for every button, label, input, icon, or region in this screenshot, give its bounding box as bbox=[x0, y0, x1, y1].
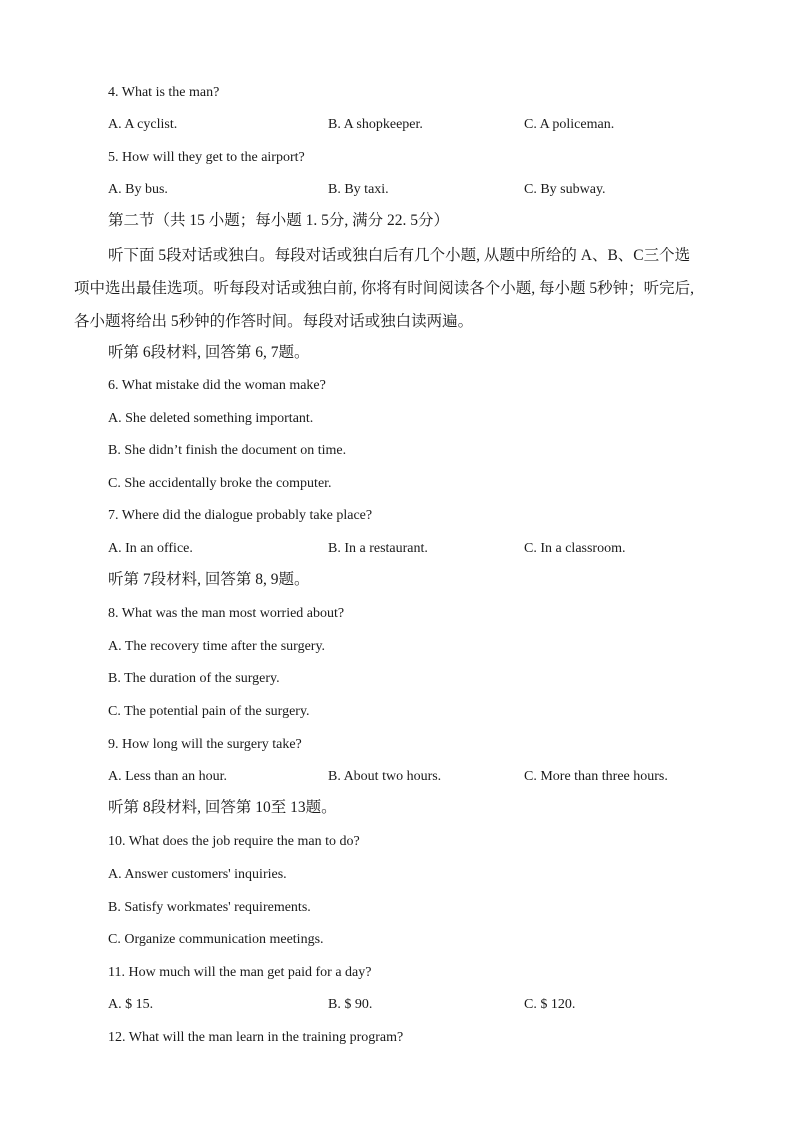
option-c: C. A policeman. bbox=[524, 117, 615, 132]
question-4: 4. What is the man? bbox=[108, 85, 220, 100]
option-b: B. In a restaurant. bbox=[328, 541, 428, 556]
option-c: C. By subway. bbox=[524, 182, 606, 197]
question-9: 9. How long will the surgery take? bbox=[108, 737, 302, 752]
question-6: 6. What mistake did the woman make? bbox=[108, 378, 326, 393]
section-2-instructions bbox=[74, 239, 720, 338]
option-c: C. The potential pain of the surgery. bbox=[108, 704, 310, 719]
option-b: B. By taxi. bbox=[328, 182, 389, 197]
option-b: B. A shopkeeper. bbox=[328, 117, 423, 132]
question-10: 10. What does the job require the man to do? bbox=[108, 834, 360, 849]
instruction-line: 各小题将给出 5秒钟的作答时间。每段对话或独白读两遍。 bbox=[74, 313, 474, 330]
option-b: B. About two hours. bbox=[328, 769, 442, 784]
option-c: C. In a classroom. bbox=[524, 541, 626, 556]
instruction-line: 听下面 5段对话或独白。每段对话或独白后有几个小题, 从题中所给的 A、B、C三个选 bbox=[108, 247, 691, 264]
question-11: 11. How much will the man get paid for a day? bbox=[108, 965, 372, 980]
question-5: 5. How will they get to the airport? bbox=[108, 150, 305, 165]
passage-8-heading: 听第 8段材料, 回答第 10至 13题。 bbox=[108, 799, 337, 816]
question-8: 8. What was the man most worried about? bbox=[108, 606, 345, 621]
option-b: B. The duration of the surgery. bbox=[108, 671, 280, 686]
passage-6-heading: 听第 6段材料, 回答第 6, 7题。 bbox=[108, 344, 310, 361]
option-a: A. In an office. bbox=[108, 541, 193, 556]
option-a: A. $ 15. bbox=[108, 997, 154, 1012]
question-12: 12. What will the man learn in the training program? bbox=[108, 1030, 404, 1045]
option-b: B. $ 90. bbox=[328, 997, 373, 1012]
option-c: C. More than three hours. bbox=[524, 769, 668, 784]
instruction-line: 项中选出最佳选项。听每段对话或独白前, 你将有时间阅读各个小题, 每小题 5秒钟；听完后, bbox=[74, 280, 695, 297]
option-a: A. The recovery time after the surgery. bbox=[108, 639, 326, 654]
question-7: 7. Where did the dialogue probably take place? bbox=[108, 508, 373, 523]
option-a: A. Less than an hour. bbox=[108, 769, 227, 784]
option-c: C. $ 120. bbox=[524, 997, 576, 1012]
option-a: A. She deleted something important. bbox=[108, 411, 314, 426]
option-b: B. She didn’t finish the document on time. bbox=[108, 443, 347, 458]
option-b: B. Satisfy workmates' requirements. bbox=[108, 900, 311, 915]
passage-7-heading: 听第 7段材料, 回答第 8, 9题。 bbox=[108, 571, 310, 588]
option-a: A. By bus. bbox=[108, 182, 168, 197]
section-2-heading: 第二节（共 15 小题；每小题 1. 5分, 满分 22. 5分） bbox=[108, 212, 450, 229]
option-a: A. Answer customers' inquiries. bbox=[108, 867, 287, 882]
option-c: C. Organize communication meetings. bbox=[108, 932, 324, 947]
option-c: C. She accidentally broke the computer. bbox=[108, 476, 332, 491]
option-a: A. A cyclist. bbox=[108, 117, 178, 132]
